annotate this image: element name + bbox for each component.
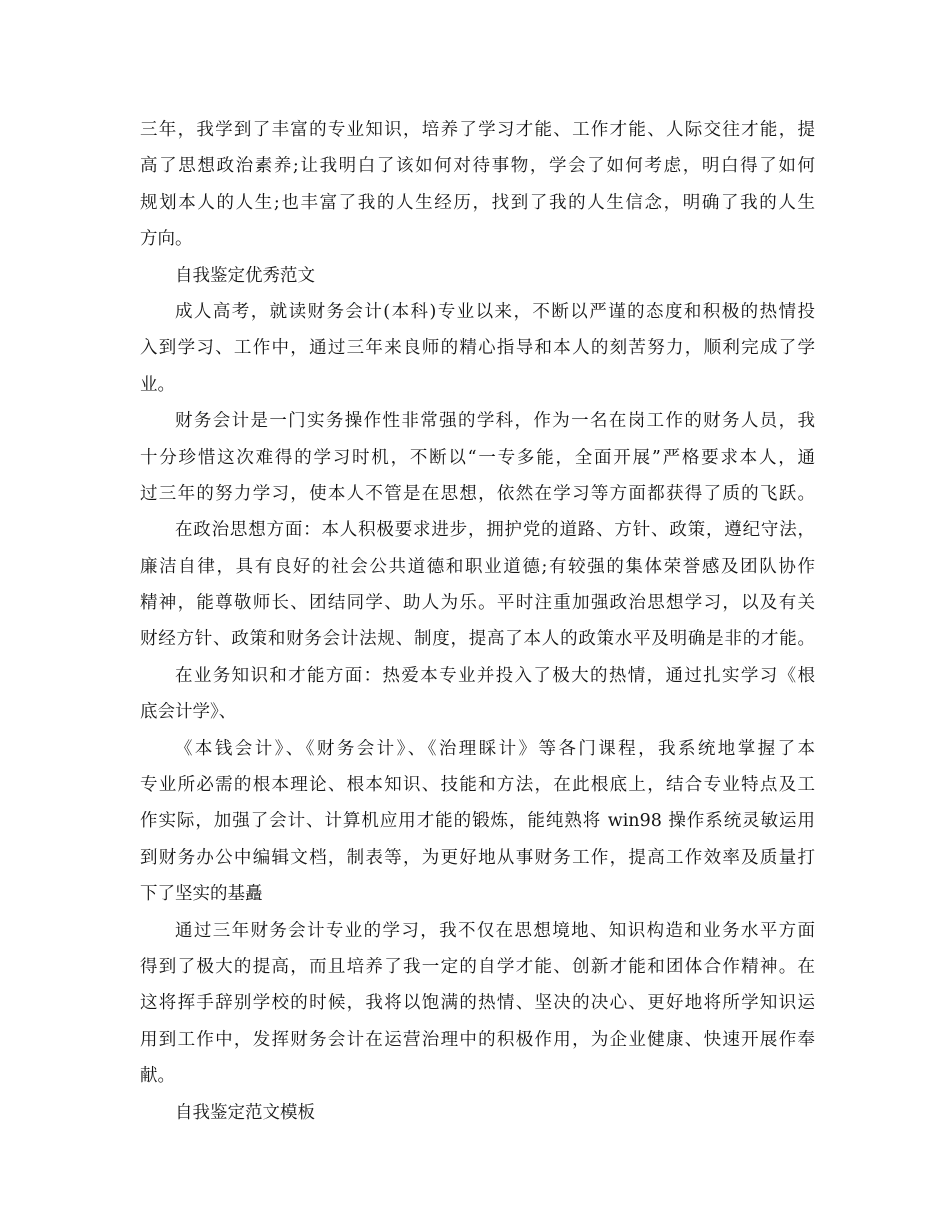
text-line: 在业务知识和才能方面：热爱本专业并投入了极大的热情，通过扎实学习《根 (175, 665, 815, 686)
heading-text: 自我鉴定范文模板 (175, 1102, 315, 1123)
paragraph (140, 294, 815, 403)
text-line: 廉洁自律，具有良好的社会公共道德和职业道德;有较强的集体荣誉感及团队协作 (140, 556, 815, 577)
text-line: 这将挥手辞别学校的时候，我将以饱满的热情、坚决的决心、更好地将所学知识运 (140, 993, 815, 1014)
text-line: 精神，能尊敬师长、团结同学、助人为乐。平时注重加强政治思想学习，以及有关 (140, 593, 815, 614)
text-line: 下了坚实的基矗 (140, 884, 263, 905)
paragraph (140, 112, 815, 258)
text-line: 得到了极大的提高，而且培养了我一定的自学才能、创新才能和团体合作精神。在 (140, 956, 815, 977)
text-line: 成人高考，就读财务会计(本科)专业以来，不断以严谨的态度和积极的热情投 (175, 301, 815, 322)
text-line: 专业所必需的根本理论、根本知识、技能和方法，在此根底上，结合专业特点及工 (140, 775, 815, 796)
section-heading (140, 258, 815, 294)
paragraph (140, 731, 815, 913)
text-line: 在政治思想方面：本人积极要求进步，拥护党的道路、方针、政策，遵纪守法， (175, 520, 815, 541)
text-line: 用到工作中，发挥财务会计在运营治理中的积极作用，为企业健康、快速开展作奉 (140, 1029, 815, 1050)
text-line: 通过三年财务会计专业的学习，我不仅在思想境地、知识构造和业务水平方面 (175, 920, 815, 941)
text-line: 规划本人的人生;也丰富了我的人生经历，找到了我的人生信念，明确了我的人生 (140, 192, 815, 213)
text-line: 方向。 (140, 229, 193, 250)
text-line: 到财务办公中编辑文档，制表等，为更好地从事财务工作，提高工作效率及质量打 (140, 847, 815, 868)
paragraph (140, 913, 815, 1095)
text-line: 十分珍惜这次难得的学习时机，不断以“一专多能，全面开展”严格要求本人，通 (140, 447, 815, 468)
heading-text: 自我鉴定优秀范文 (175, 265, 315, 286)
text-line: 底会计学》、 (140, 702, 237, 723)
text-line: 业。 (140, 374, 175, 395)
document-body (140, 112, 815, 1131)
paragraph (140, 403, 815, 512)
text-line: 三年，我学到了丰富的专业知识，培养了学习才能、工作才能、人际交往才能，提 (140, 120, 815, 140)
paragraph (140, 512, 815, 658)
text-line: 入到学习、工作中，通过三年来良师的精心指导和本人的刻苦努力，顺利完成了学 (140, 338, 815, 359)
text-line: 作实际，加强了会计、计算机应用才能的锻炼，能纯熟将 win98 操作系统灵敏运用 (140, 811, 815, 832)
text-line: 献。 (140, 1066, 175, 1087)
text-line: 过三年的努力学习，使本人不管是在思想，依然在学习等方面都获得了质的飞跃。 (140, 483, 815, 504)
text-line: 财务会计是一门实务操作性非常强的学科，作为一名在岗工作的财务人员，我 (175, 411, 815, 432)
paragraph (140, 658, 815, 731)
text-line: 高了思想政治素养;让我明白了该如何对待事物，学会了如何考虑，明白得了如何 (140, 156, 815, 177)
section-heading (140, 1095, 815, 1131)
text-line: 《本钱会计》、《财务会计》、《治理睬计》等各门课程，我系统地掌握了本 (175, 738, 815, 759)
text-line: 财经方针、政策和财务会计法规、制度，提高了本人的政策水平及明确是非的才能。 (140, 629, 815, 650)
